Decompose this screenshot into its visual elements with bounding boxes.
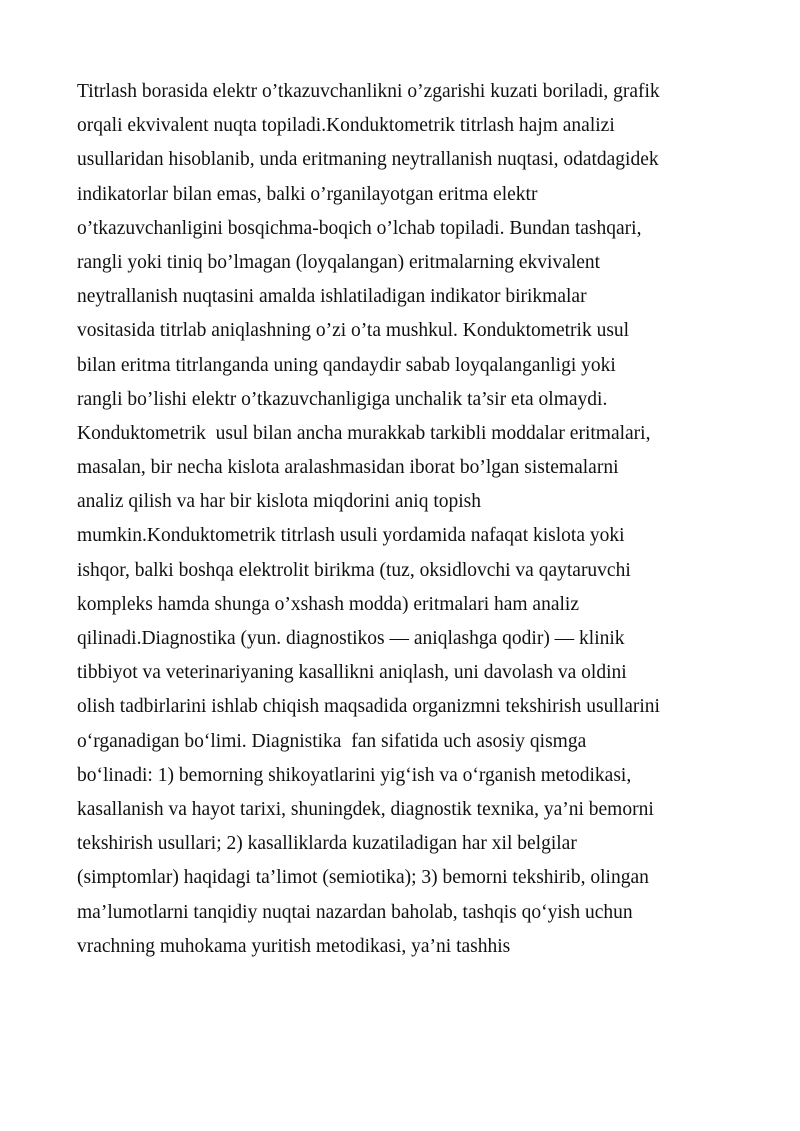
- text-line: ishqor, balki boshqa elektrolit birikma (tuz, oksidlovchi va qaytaruvchi: [77, 559, 631, 581]
- text-line: mumkin.Konduktometrik titrlash usuli yordamida nafaqat kislota yoki: [77, 525, 625, 547]
- text-line: tibbiyot va veterinariyaning kasallikni aniqlash, uni davolash va oldini: [77, 662, 627, 684]
- text-line: vrachning muhokama yuritish metodikasi, ya’ni tashhis: [77, 935, 511, 957]
- text-line: analiz qilish va har bir kislota miqdorini aniq topish: [77, 491, 482, 513]
- text-line: orqali ekvivalent nuqta topiladi.Konduktometrik titrlash hajm analizi: [77, 115, 615, 137]
- text-line: Konduktometrik usul bilan ancha murakkab tarkibli moddalar eritmalari,: [77, 422, 651, 444]
- text-line: (simptomlar) haqidagi ta’limot (semiotika); 3) bemorni tekshirib, olingan: [77, 867, 649, 889]
- text-line: boʻlinadi: 1) bemorning shikoyatlarini yigʻish va oʻrganish metodikasi,: [77, 764, 632, 786]
- text-line: tekshirish usullari; 2) kasalliklarda kuzatiladigan har xil belgilar: [77, 833, 577, 855]
- text-line: olish tadbirlarini ishlab chiqish maqsadida organizmni tekshirish usullarini: [77, 696, 660, 718]
- text-line: kasallanish va hayot tarixi, shuningdek, diagnostik texnika, ya’ni bemorni: [77, 798, 654, 820]
- text-line: qilinadi.Diagnostika (yun. diagnostikos — aniqlashga qodir) — klinik: [77, 628, 625, 649]
- text-line: o’tkazuvchanligini bosqichma-boqich o’lchab topiladi. Bundan tashqari,: [77, 217, 642, 239]
- text-line: rangli yoki tiniq bo’lmagan (loyqalangan) eritmalarning ekvivalent: [77, 251, 601, 273]
- text-line: kompleks hamda shunga o’xshash modda) eritmalari ham analiz: [77, 593, 579, 615]
- text-line: ma’lumotlarni tanqidiy nuqtai nazardan baholab, tashqis qoʻyish uchun: [77, 901, 633, 923]
- text-line: neytrallanish nuqtasini amalda ishlatiladigan indikator birikmalar: [77, 286, 587, 308]
- text-line: vositasida titrlab aniqlashning o’zi o’ta mushkul. Konduktometrik usul: [77, 320, 630, 342]
- body-text: [77, 75, 737, 964]
- text-line: oʻrganadigan boʻlimi. Diagnistika fan sifatida uch asosiy qismga: [77, 730, 587, 752]
- text-line: indikatorlar bilan emas, balki o’rganilayotgan eritma elektr: [77, 183, 538, 205]
- text-line: masalan, bir necha kislota aralashmasidan iborat bo’lgan sistemalarni: [77, 457, 619, 479]
- text-line: rangli bo’lishi elektr o’tkazuvchanligiga unchalik ta’sir eta olmaydi.: [77, 388, 608, 410]
- text-line: bilan eritma titrlanganda uning qandaydir sabab loyqalanganligi yoki: [77, 354, 616, 376]
- text-line: usullaridan hisoblanib, unda eritmaning neytrallanish nuqtasi, odatdagidek: [77, 149, 659, 171]
- text-line: Titrlash borasida elektr o’tkazuvchanlikni o’zgarishi kuzati boriladi, grafik: [77, 81, 660, 102]
